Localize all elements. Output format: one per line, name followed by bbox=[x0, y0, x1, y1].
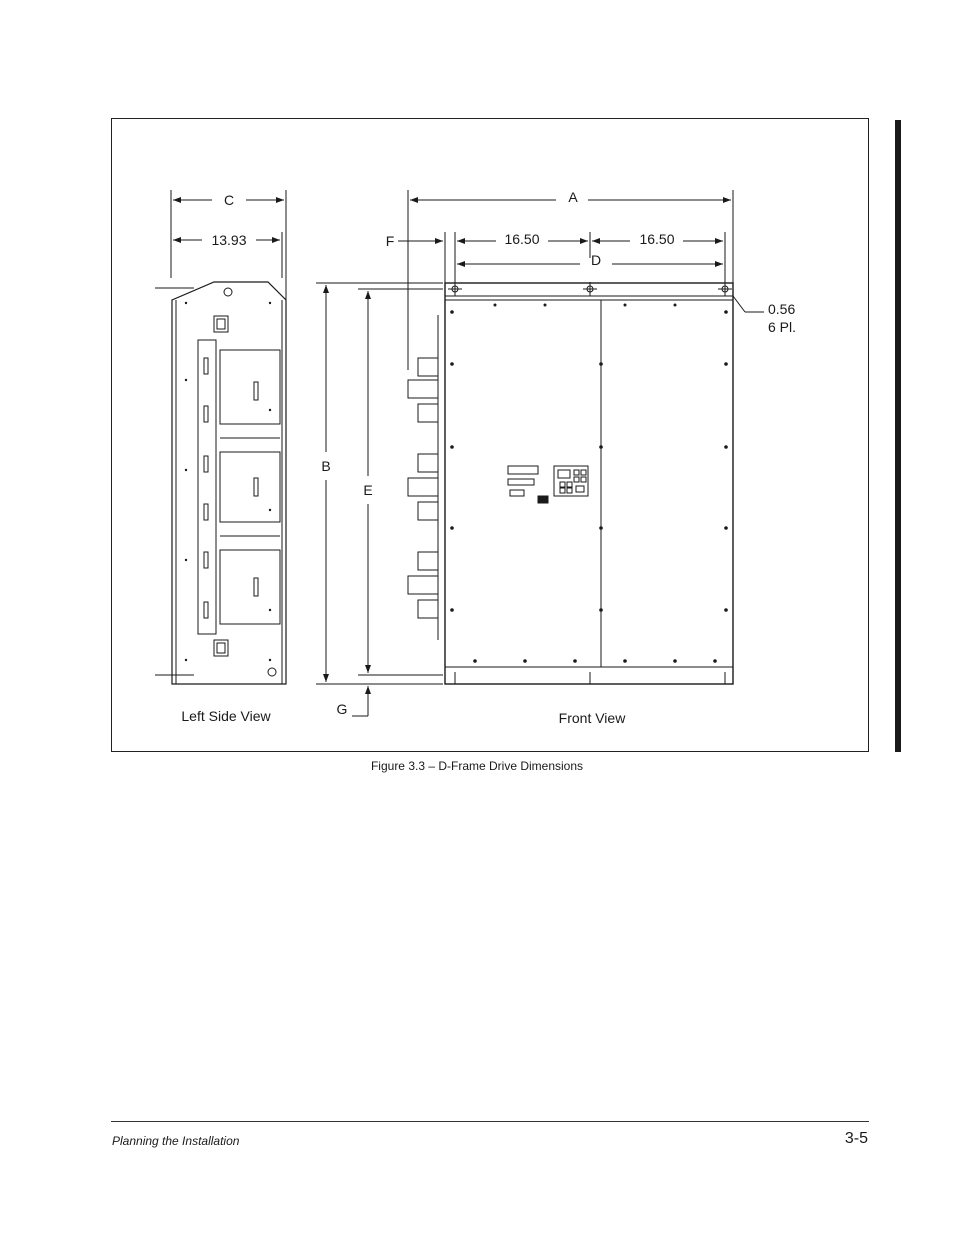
front-view-drawing bbox=[408, 282, 733, 684]
left-side-view-drawing bbox=[172, 282, 286, 684]
dim-label-b: B bbox=[321, 458, 331, 474]
footer-section-title: Planning the Installation bbox=[112, 1134, 240, 1148]
dim-value-side-depth: 13.93 bbox=[211, 232, 247, 248]
page-number: 3-5 bbox=[844, 1130, 868, 1147]
dim-label-e: E bbox=[363, 482, 373, 498]
dim-value-bay-left: 16.50 bbox=[504, 231, 540, 247]
left-side-view-label: Left Side View bbox=[181, 708, 271, 724]
hole-count-label: 6 Pl. bbox=[768, 319, 797, 335]
dim-label-g: G bbox=[336, 701, 348, 717]
dim-label-d: D bbox=[590, 252, 602, 268]
dim-label-c: C bbox=[223, 192, 235, 208]
front-view-label: Front View bbox=[558, 710, 626, 726]
footer-divider bbox=[111, 1121, 869, 1122]
dim-value-bay-right: 16.50 bbox=[639, 231, 675, 247]
hole-size-label: 0.56 bbox=[768, 301, 796, 317]
dim-label-a: A bbox=[568, 189, 578, 205]
dimension-lines bbox=[155, 190, 764, 716]
dim-label-f: F bbox=[385, 233, 395, 249]
figure-caption: Figure 3.3 – D-Frame Drive Dimensions bbox=[370, 759, 584, 773]
